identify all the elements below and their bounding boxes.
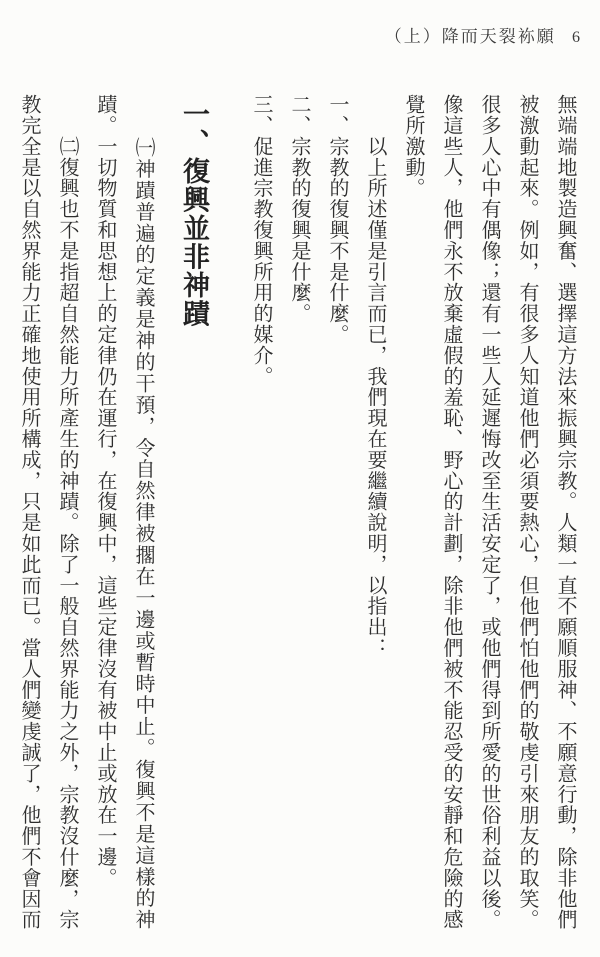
- text-column: 無端端地製造興奮、選擇這方法來振興宗教。人類一直不願順服神、不願意行動，除非他們: [554, 94, 576, 930]
- section-heading: 一、復興並非神蹟: [179, 100, 209, 328]
- vertical-text-block: [10, 94, 584, 930]
- text-column: ㈡復興也不是指超自然能力所產生的神蹟。除了一般自然界能力之外，宗教沒什麼，宗: [56, 94, 78, 930]
- page-number: 6: [572, 29, 580, 46]
- text-column: 很多人心中有偶像；還有一些人延遲悔改至生活安定了，或他們得到所愛的世俗利益以後。: [478, 94, 500, 930]
- outline-list: [242, 94, 356, 930]
- text-column: 教完全是以自然界能力正確地使用所構成，只是如此而已。當人們變虔誠了，他們不會因而: [18, 94, 40, 930]
- text-column: ㈠神蹟普遍的定義是神的干預，令自然律被擱在一邊或暫時中止。復興不是這樣的神: [132, 94, 154, 930]
- paragraph-point-one: [86, 94, 162, 930]
- text-column: 像這些人，他們永不放棄虛假的羞恥、野心的計劃，除非他們被不能忍受的安靜和危險的感: [440, 94, 462, 930]
- running-head: [385, 22, 580, 47]
- list-item: 二、宗教的復興是什麼。: [288, 94, 310, 324]
- paragraph-intro: [394, 94, 584, 930]
- list-item: 一、宗教的復興不是什麼。: [326, 94, 348, 345]
- text-column: 蹟。一切物質和思想上的定律仍在運行，在復興中，這些定律沒有被中止或放在一邊。: [94, 94, 116, 889]
- paragraph-point-two: [10, 94, 86, 930]
- list-item: 三、促進宗教復興所用的媒介。: [250, 94, 272, 387]
- book-title-header: （上）降而天裂袮願: [384, 27, 556, 46]
- text-column: 以上所述僅是引言而已，我們現在要繼續說明，以指出：: [364, 94, 386, 659]
- paragraph-transition: [356, 94, 394, 930]
- text-column: 被激動起來。例如，有很多人知道他們必須要熱心，但他們怕他們的敬虔引來朋友的取笑。: [516, 94, 538, 930]
- text-column: 覺所激動。: [402, 94, 424, 199]
